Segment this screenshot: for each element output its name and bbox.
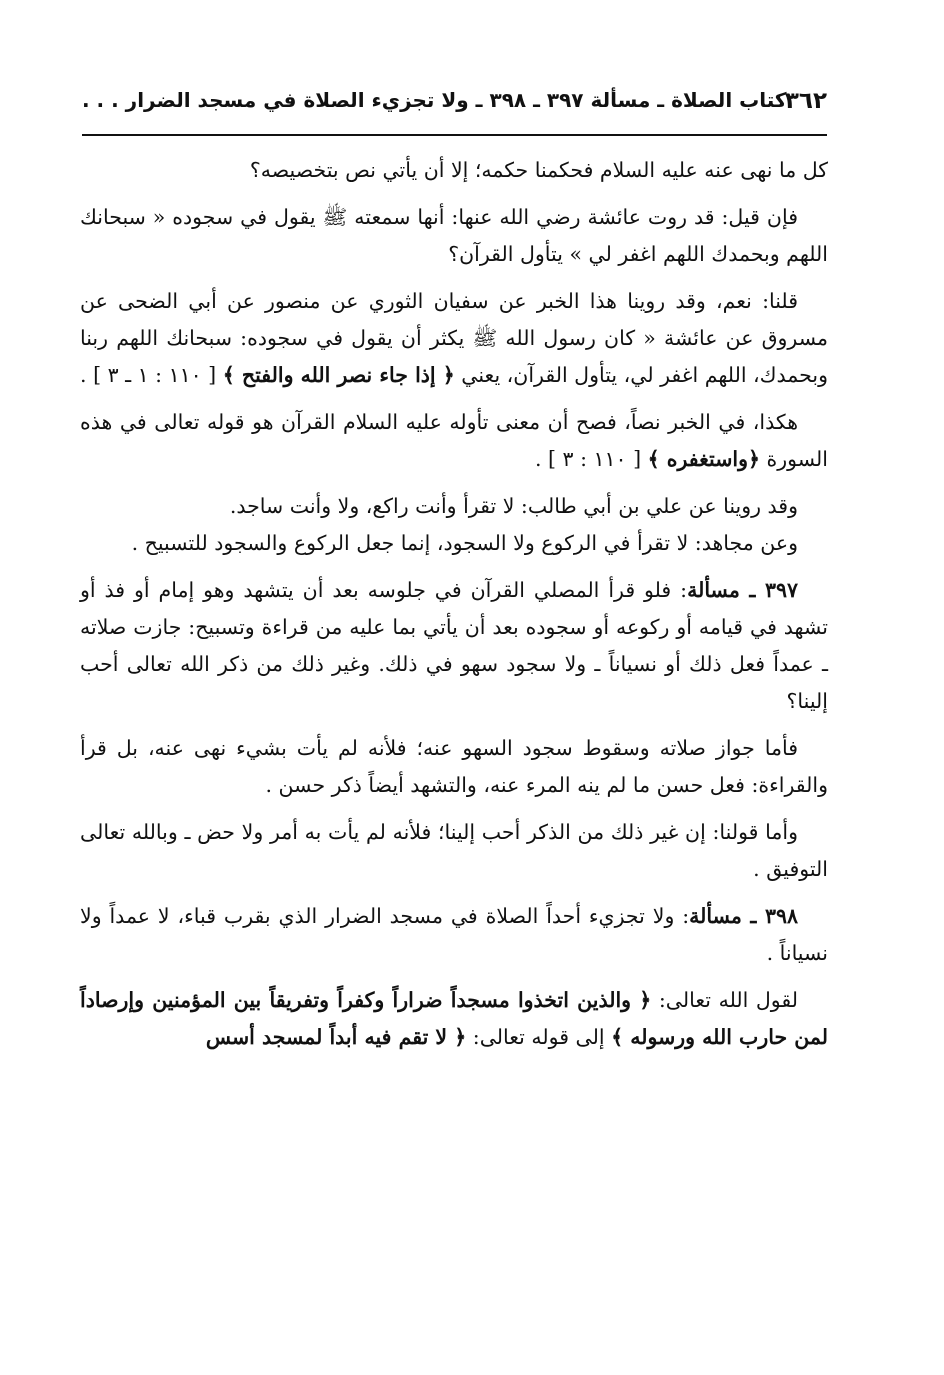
bold-text-segment: ﴿ والذين اتخذوا مسجداً ضراراً وكفراً وتفريقاً بين المؤمنين وإرصاداً لمن حارب الله ورسوله ﴾	[80, 988, 828, 1049]
header-divider	[82, 134, 827, 136]
bold-text-segment: ﴿واستغفره ﴾	[647, 447, 761, 471]
paragraph	[80, 488, 828, 525]
bold-text-segment: ٣٩٨ ـ مسألة	[689, 904, 798, 928]
paragraph	[80, 730, 828, 804]
bold-text-segment: ٣٩٧ ـ مسألة	[687, 578, 798, 602]
text-segment: وأما قولنا: إن غير ذلك من الذكر أحب إلينا؛ فلأنه لم يأت به أمر ولا حض ـ وبالله تعالى التوفيق .	[80, 820, 828, 881]
text-segment: [ ١١٠ : ١ ـ ٣ ] .	[80, 363, 223, 387]
text-segment: : ولا تجزيء أحداً الصلاة في مسجد الضرار الذي بقرب قباء، لا عمداً ولا نسياناً .	[80, 904, 828, 965]
text-segment: قلنا: نعم، وقد روينا هذا الخبر عن سفيان الثوري عن منصور عن أبي الضحى عن مسروق عن عائشة « كان رسول الله ﷺ يكثر أن يقول في سجوده: سبحانك اللهم ربنا وبحمدك، اللهم اغفر لي، يتأول القرآن، يعني	[80, 289, 828, 387]
text-segment: فإن قيل: قد روت عائشة رضي الله عنها: أنها سمعته ﷺ يقول في سجوده « سبحانك اللهم وبحمدك اللهم اغفر لي » يتأول القرآن؟	[80, 205, 828, 266]
text-segment: كل ما نهى عنه عليه السلام فحكمنا حكمه؛ إلا أن يأتي نص بتخصيصه؟	[249, 158, 828, 182]
bold-text-segment: ﴿ إذا جاء نصر الله والفتح ﴾	[222, 363, 455, 387]
paragraph	[80, 572, 828, 720]
bold-text-segment: ﴿ لا تقم فيه أبداً لمسجد أسس	[205, 1025, 467, 1049]
page-header	[82, 86, 827, 126]
text-segment: هكذا، في الخبر نصاً، فصح أن معنى تأوله عليه السلام القرآن هو قوله تعالى في هذه السورة	[80, 410, 828, 471]
text-segment: [ ١١٠ : ٣ ] .	[534, 447, 648, 471]
paragraph	[80, 814, 828, 888]
text-segment: وعن مجاهد: لا تقرأ في الركوع ولا السجود، إنما جعل الركوع والسجود للتسبيح .	[131, 531, 798, 555]
paragraph	[80, 982, 828, 1056]
running-title: كتاب الصلاة ـ مسألة ٣٩٧ ـ ٣٩٨ ـ ولا تجزيء الصلاة في مسجد الضرار . . .	[82, 88, 787, 112]
text-segment: لقول الله تعالى:	[651, 988, 798, 1012]
paragraph	[80, 898, 828, 972]
page-number: ٣٦٢	[784, 88, 827, 114]
paragraph	[80, 199, 828, 273]
text-segment: : فلو قرأ المصلي القرآن في جلوسه بعد أن يتشهد وهو إمام أو فذ أو تشهد في قيامه أو ركوعه أو سجوده بعد أن يأتي بما عليه من قراءة وتسبيح: جازت صلاته ـ عمداً فعل ذلك أو نسياناً ـ ولا سجود سهو في ذلك. وغير ذلك من ذكر الله تعالى أحب إلينا؟	[80, 578, 828, 713]
paragraph	[80, 283, 828, 394]
paragraph	[80, 525, 828, 562]
text-segment: وقد روينا عن علي بن أبي طالب: لا تقرأ وأنت راكع، ولا وأنت ساجد.	[229, 494, 798, 518]
page-body	[80, 152, 828, 1066]
text-segment: إلى قوله تعالى:	[466, 1025, 612, 1049]
text-segment: فأما جواز صلاته وسقوط سجود السهو عنه؛ فلأنه لم يأت بشيء نهى عنه، بل قرأ والقراءة: فعل حسن ما لم ينه المرء عنه، والتشهد أيضاً ذكر حسن .	[80, 736, 828, 797]
paragraph	[80, 404, 828, 478]
paragraph	[80, 152, 828, 189]
